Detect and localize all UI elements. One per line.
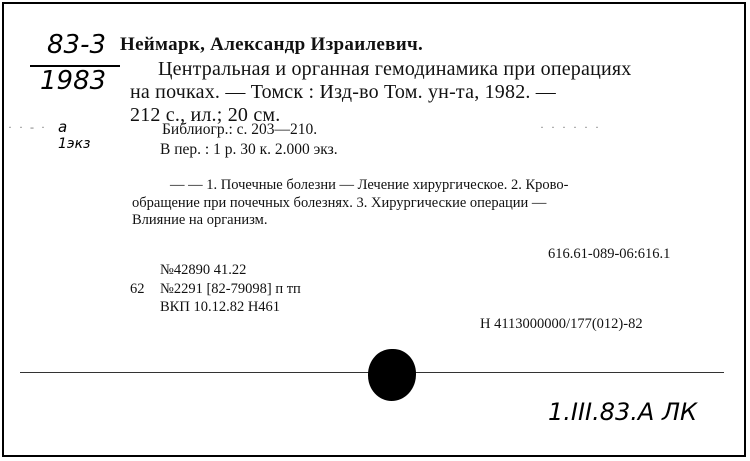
scan-noise-left: · · - · [8,120,47,134]
subjects-line-1: — — 1. Почечные болезни — Лечение хирургическое. 2. Крово- [170,177,569,193]
title-line-2: на почках. — Томск : Изд-во Том. ун-та, 1982. — [130,81,556,103]
handwritten-copy-mark-a: a [58,118,68,136]
inventory-number-1: №42890 41.22 [160,262,247,278]
inventory-prefix: 62 [130,281,145,297]
author-heading: Неймарк, Александр Израилевич. [120,34,424,55]
handwritten-copy-mark-ekz: 1экз [58,136,91,152]
index-code: Н 4113000000/177(012)-82 [480,316,643,332]
handwritten-call-number-bottom: 1983 [40,66,107,96]
udc-index: 616.61-089-06:616.1 [548,246,671,262]
inventory-number-2: №2291 [82-79098] п тп [160,281,301,297]
subjects-line-3: Влияние на организм. [132,212,268,228]
vkp-record: ВКП 10.12.82 Н461 [160,299,281,315]
price-and-copies: В пер. : 1 р. 30 к. 2.000 экз. [160,141,338,158]
title-line-1: Центральная и органная гемодинамика при операциях [158,58,632,80]
subjects-line-2: обращение при почечных болезнях. 3. Хирургические операции — [132,195,547,211]
title-line-3: 212 с., ил.; 20 см. [130,104,281,126]
handwritten-footer-mark: 1.III.83.A ЛК [548,398,698,426]
scan-noise-right: · · · · · · [540,120,601,134]
bibliography-note: Библиогр.: с. 203—210. [162,121,318,138]
handwritten-call-number-top: 83-3 [47,30,107,60]
punch-hole [368,349,416,401]
